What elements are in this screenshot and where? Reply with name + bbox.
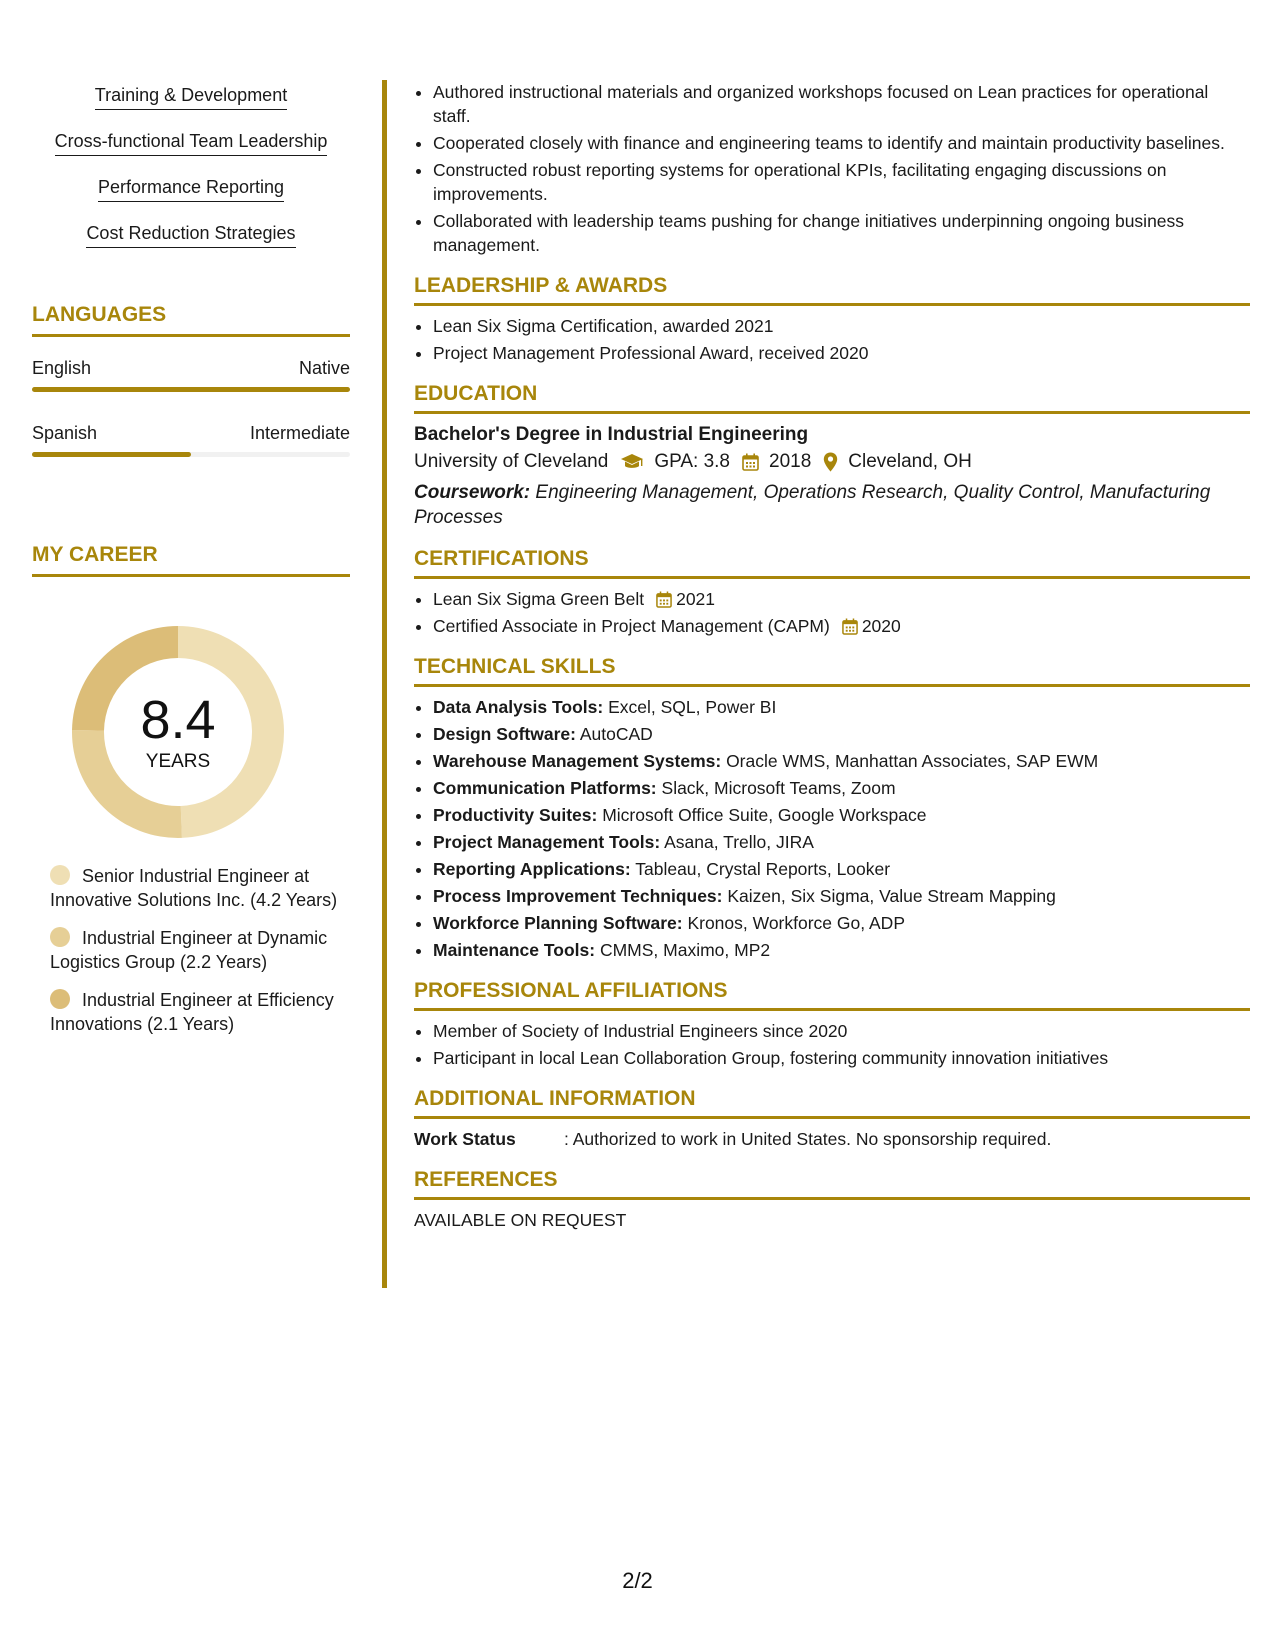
skill-value: AutoCAD bbox=[579, 724, 653, 744]
career-heading: MY CAREER bbox=[32, 542, 350, 577]
career-section bbox=[32, 542, 350, 1034]
technical-skill-item bbox=[433, 857, 1250, 881]
experience-bullet: • Cooperated closely with finance and engineering teams to identify and maintain productivity baselines. bbox=[433, 131, 1250, 155]
work-status-label: Work Status bbox=[414, 1129, 516, 1149]
calendar-icon bbox=[742, 453, 759, 471]
skill-label: Design Software: bbox=[433, 724, 576, 744]
skill-label: Warehouse Management Systems: bbox=[433, 751, 722, 771]
education-degree: Bachelor's Degree in Industrial Engineering bbox=[414, 424, 809, 445]
award-item: • Project Management Professional Award, received 2020 bbox=[433, 341, 1250, 365]
career-role: Senior Industrial Engineer at Innovative Solutions Inc. (4.2 Years) bbox=[50, 866, 338, 910]
languages-section bbox=[32, 302, 350, 457]
skill-tag: Training & Development bbox=[95, 84, 287, 110]
technical-skill-item bbox=[433, 749, 1250, 773]
language-level: Intermediate bbox=[249, 423, 350, 443]
technical-skills-heading: TECHNICAL SKILLS bbox=[414, 654, 1250, 687]
education-coursework bbox=[414, 480, 1250, 530]
languages-heading: LANGUAGES bbox=[32, 302, 350, 337]
education-location: Cleveland, OH bbox=[848, 451, 972, 472]
language-name: English bbox=[32, 358, 92, 378]
awards-heading: LEADERSHIP & AWARDS bbox=[414, 273, 1250, 306]
experience-bullet: • Constructed robust reporting systems for operational KPIs, facilitating engaging discussions on improvements. bbox=[433, 158, 1250, 206]
technical-skill-item bbox=[433, 830, 1250, 854]
technical-skills-list bbox=[414, 695, 1250, 962]
coursework-text: Engineering Management, Operations Research, Quality Control, Manufacturing Processes bbox=[414, 482, 1211, 528]
language-bar bbox=[32, 452, 350, 457]
certification-name: • Certified Associate in Project Management (CAPM) bbox=[433, 616, 830, 636]
skill-label: Reporting Applications: bbox=[433, 859, 631, 879]
legend-dot-icon bbox=[50, 989, 70, 1009]
certification-year: 2021 bbox=[676, 589, 716, 609]
skill-value: Oracle WMS, Manhattan Associates, SAP EWM bbox=[726, 751, 1099, 771]
technical-skill-item bbox=[433, 803, 1250, 827]
certification-item bbox=[433, 587, 1250, 611]
skill-label: Communication Platforms: bbox=[433, 778, 657, 798]
skill-tags bbox=[32, 84, 350, 268]
language-bar-fill bbox=[32, 452, 191, 457]
affiliation-item: • Participant in local Lean Collaboration Group, fostering community innovation initiatives bbox=[433, 1046, 1250, 1070]
language-bar bbox=[32, 387, 350, 392]
skill-label: Data Analysis Tools: bbox=[433, 697, 604, 717]
career-legend-item bbox=[50, 864, 340, 912]
certification-item bbox=[433, 614, 1250, 638]
language-bar-fill bbox=[32, 387, 350, 392]
skill-tag: Cost Reduction Strategies bbox=[86, 222, 295, 248]
experience-bullet: • Authored instructional materials and organized workshops focused on Lean practices for operational staff. bbox=[433, 80, 1250, 128]
affiliations-heading: PROFESSIONAL AFFILIATIONS bbox=[414, 978, 1250, 1011]
certifications-list bbox=[414, 587, 1250, 638]
skill-label: Project Management Tools: bbox=[433, 832, 661, 852]
calendar-icon bbox=[656, 591, 672, 608]
skill-label: Workforce Planning Software: bbox=[433, 913, 683, 933]
legend-dot-icon bbox=[50, 927, 70, 947]
skill-value: Kaizen, Six Sigma, Value Stream Mapping bbox=[727, 886, 1056, 906]
certification-year: 2020 bbox=[861, 616, 901, 636]
education-year: 2018 bbox=[769, 451, 812, 472]
skill-tag: Cross-functional Team Leadership bbox=[55, 130, 328, 156]
page-number: 2/2 bbox=[622, 1568, 653, 1593]
career-legend-item bbox=[50, 926, 340, 974]
graduation-cap-icon bbox=[620, 453, 644, 471]
skill-value: Kronos, Workforce Go, ADP bbox=[687, 913, 905, 933]
skill-tag: Performance Reporting bbox=[98, 176, 284, 202]
award-item: • Lean Six Sigma Certification, awarded 2021 bbox=[433, 314, 1250, 338]
education-school: University of Cleveland bbox=[414, 451, 609, 472]
career-role: Industrial Engineer at Dynamic Logistics Group (2.2 Years) bbox=[50, 928, 328, 972]
career-unit: YEARS bbox=[145, 751, 211, 772]
skill-value: CMMS, Maximo, MP2 bbox=[599, 940, 771, 960]
map-pin-icon bbox=[823, 452, 838, 472]
sidebar bbox=[32, 84, 350, 1034]
language-name: Spanish bbox=[32, 423, 98, 443]
work-status-row bbox=[414, 1127, 1250, 1151]
references-text: AVAILABLE ON REQUEST bbox=[414, 1210, 627, 1230]
technical-skill-item bbox=[433, 776, 1250, 800]
certifications-heading: CERTIFICATIONS bbox=[414, 546, 1250, 579]
skill-label: Productivity Suites: bbox=[433, 805, 598, 825]
skill-label: Maintenance Tools: bbox=[433, 940, 596, 960]
experience-bullet: • Collaborated with leadership teams pushing for change initiatives underpinning ongoing business management. bbox=[433, 209, 1250, 257]
career-legend-item bbox=[50, 988, 340, 1036]
technical-skill-item bbox=[433, 884, 1250, 908]
education-meta bbox=[414, 448, 1250, 476]
affiliation-item: • Member of Society of Industrial Engineers since 2020 bbox=[433, 1019, 1250, 1043]
column-divider bbox=[382, 80, 387, 1288]
work-status-value: : Authorized to work in United States. No sponsorship required. bbox=[564, 1129, 1052, 1149]
skill-value: Excel, SQL, Power BI bbox=[608, 697, 777, 717]
technical-skill-item bbox=[433, 938, 1250, 962]
technical-skill-item bbox=[433, 695, 1250, 719]
career-donut-chart bbox=[66, 620, 290, 844]
calendar-icon bbox=[842, 618, 858, 635]
technical-skill-item bbox=[433, 722, 1250, 746]
experience-bullets bbox=[414, 80, 1250, 257]
legend-dot-icon bbox=[50, 865, 70, 885]
skill-value: Slack, Microsoft Teams, Zoom bbox=[661, 778, 896, 798]
language-level: Native bbox=[298, 358, 350, 378]
career-role: Industrial Engineer at Efficiency Innovations (2.1 Years) bbox=[50, 990, 334, 1034]
career-total: 8.4 bbox=[140, 690, 216, 750]
certification-name: • Lean Six Sigma Green Belt bbox=[433, 589, 645, 609]
language-item bbox=[32, 357, 350, 392]
education-heading: EDUCATION bbox=[414, 381, 1250, 414]
main-content bbox=[414, 80, 1250, 1232]
skill-value: Asana, Trello, JIRA bbox=[664, 832, 814, 852]
career-legend bbox=[50, 864, 340, 1050]
language-item bbox=[32, 422, 350, 457]
skill-value: Tableau, Crystal Reports, Looker bbox=[635, 859, 891, 879]
awards-list bbox=[414, 314, 1250, 365]
references-heading: REFERENCES bbox=[414, 1167, 1250, 1200]
affiliations-list bbox=[414, 1019, 1250, 1070]
skill-value: Microsoft Office Suite, Google Workspace bbox=[602, 805, 927, 825]
coursework-label: Coursework: bbox=[414, 482, 531, 503]
skill-label: Process Improvement Techniques: bbox=[433, 886, 723, 906]
additional-info-heading: ADDITIONAL INFORMATION bbox=[414, 1086, 1250, 1119]
technical-skill-item bbox=[433, 911, 1250, 935]
education-gpa: GPA: 3.8 bbox=[654, 451, 730, 472]
